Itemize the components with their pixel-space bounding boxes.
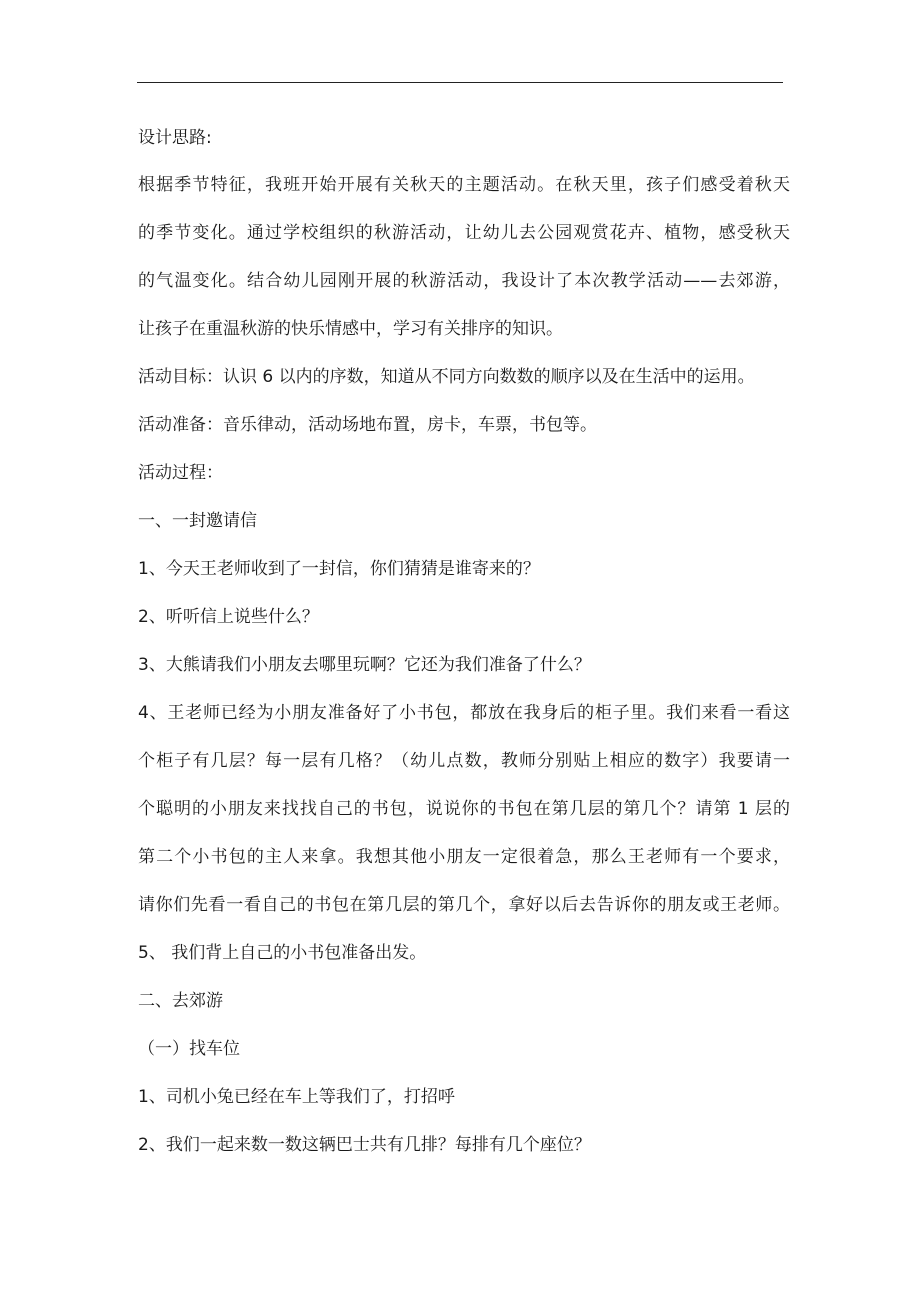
paragraph-line: 让孩子在重温秋游的快乐情感中，学习有关排序的知识。	[138, 319, 563, 339]
activity-process-heading: 活动过程：	[138, 463, 223, 483]
section-heading-invitation: 一、一封邀请信	[138, 511, 257, 531]
paragraph-line: 根据季节特征，我班开始开展有关秋天的主题活动。在秋天里，孩子们感受着秋天	[138, 175, 790, 195]
paragraph-line: 个聪明的小朋友来找找自己的书包，说说你的书包在第几层的第几个？请第 1 层的	[138, 799, 790, 819]
list-item: 2、听听信上说些什么？	[138, 607, 319, 627]
list-item: 5、 我们背上自己的小书包准备出发。	[138, 943, 427, 963]
section-heading-outing: 二、去郊游	[138, 991, 223, 1011]
list-item: 3、大熊请我们小朋友去哪里玩啊？它还为我们准备了什么？	[138, 655, 591, 675]
list-item: 1、今天王老师收到了一封信，你们猜猜是谁寄来的？	[138, 559, 540, 579]
paragraph-line: 的季节变化。通过学校组织的秋游活动，让幼儿去公园观赏花卉、植物，感受秋天	[138, 223, 790, 243]
subsection-heading-find-seat: （一）找车位	[138, 1039, 240, 1059]
paragraph-line: 个柜子有几层？每一层有几格？（幼儿点数，教师分别贴上相应的数字）我要请一	[138, 751, 790, 771]
header-rule	[137, 82, 783, 83]
list-item: 4、王老师已经为小朋友准备好了小书包，都放在我身后的柜子里。我们来看一看这	[138, 703, 790, 723]
list-item: 1、司机小兔已经在车上等我们了，打招呼	[138, 1087, 455, 1107]
paragraph-line: 的气温变化。结合幼儿园刚开展的秋游活动，我设计了本次教学活动——去郊游，	[138, 271, 790, 291]
paragraph-line: 第二个小书包的主人来拿。我想其他小朋友一定很着急，那么王老师有一个要求，	[138, 847, 790, 867]
section-heading-design-idea: 设计思路:	[138, 128, 212, 148]
paragraph-line: 请你们先看一看自己的书包在第几层的第几个，拿好以后去告诉你的朋友或王老师。	[138, 895, 790, 915]
list-item: 2、我们一起来数一数这辆巴士共有几排？每排有几个座位？	[138, 1135, 591, 1155]
activity-preparation: 活动准备：音乐律动，活动场地布置，房卡，车票，书包等。	[138, 415, 597, 435]
activity-goal: 活动目标：认识 6 以内的序数，知道从不同方向数数的顺序以及在生活中的运用。	[138, 367, 755, 387]
